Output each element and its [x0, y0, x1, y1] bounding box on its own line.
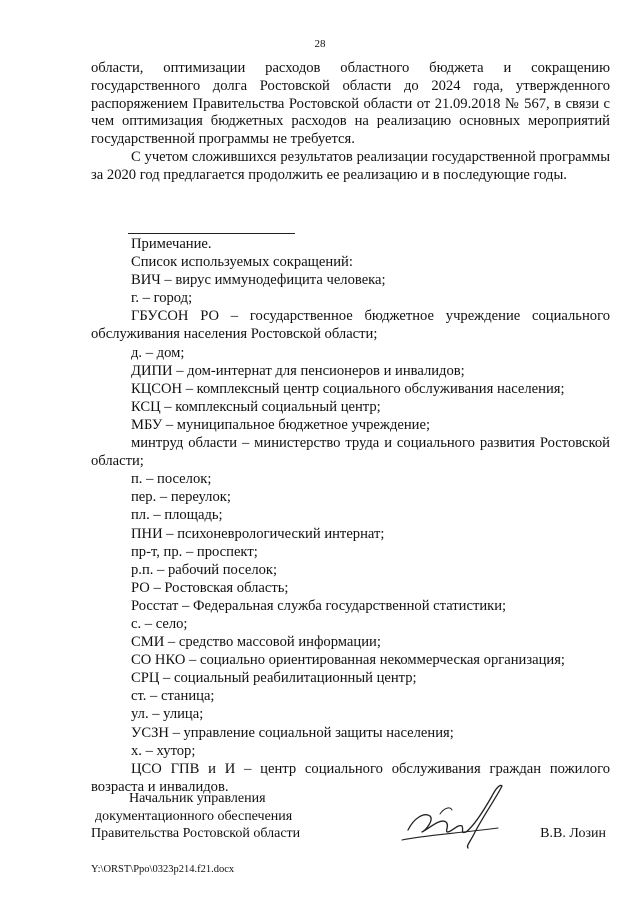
- abbreviations-title: Список используемых сокращений:: [131, 254, 353, 271]
- handwritten-signature: [400, 778, 510, 858]
- abbreviation-item: МБУ – муниципальное бюджетное учреждение;: [131, 416, 431, 433]
- signatory-name: В.В. Лозин: [540, 826, 606, 841]
- footnote-separator: [128, 233, 295, 234]
- abbreviation-item: д. – дом;: [131, 344, 185, 361]
- abbreviation-item: минтруд области – министерство труда и социального развития Ростовской области;: [91, 435, 610, 470]
- note-heading: Примечание.: [131, 236, 212, 252]
- intro-text: [91, 60, 610, 185]
- file-path: Y:\ORST\Ppo\0323p214.f21.docx: [91, 864, 235, 875]
- abbreviation-item: РО – Ростовская область;: [131, 579, 289, 596]
- abbreviation-item: р.п. – рабочий поселок;: [131, 561, 278, 578]
- abbreviation-item: ГБУСОН РО – государственное бюджетное учреждение социального обслуживания населения Ростовской области;: [91, 308, 610, 343]
- abbreviation-item: пр-т, пр. – проспект;: [131, 543, 258, 560]
- abbreviation-item: с. – село;: [131, 615, 188, 632]
- intro-paragraph-1: области, оптимизации расходов областного бюджета и сокращению государственного долга Ростовской области до 2024 года, утвержденного распоряжением Правительства Ростовской области от 21.09.2018 № 567, в связи с чем оптимизация бюджетных расходов на реализацию основных мероприятий государственной программы не требуется.: [91, 60, 610, 148]
- abbreviation-item: ул. – улица;: [131, 706, 204, 723]
- abbreviations-note: [91, 235, 610, 796]
- abbreviation-item: СРЦ – социальный реабилитационный центр;: [131, 670, 417, 687]
- signatory-title-line-1: Начальник управления: [129, 791, 266, 806]
- abbreviation-item: КЦСОН – комплексный центр социального обслуживания населения;: [131, 380, 565, 397]
- abbreviation-item: СМИ – средство массовой информации;: [131, 634, 381, 651]
- abbreviation-item: г. – город;: [131, 290, 193, 307]
- abbreviation-item: КСЦ – комплексный социальный центр;: [131, 398, 381, 415]
- abbreviation-item: УСЗН – управление социальной защиты населения;: [131, 724, 454, 741]
- signatory-title-line-3: Правительства Ростовской области: [91, 826, 301, 841]
- abbreviation-item: п. – поселок;: [131, 471, 212, 488]
- abbreviation-item: ст. – станица;: [131, 688, 215, 705]
- abbreviation-item: х. – хутор;: [131, 742, 196, 759]
- page-number: 28: [314, 38, 326, 50]
- abbreviation-item: ДИПИ – дом-интернат для пенсионеров и инвалидов;: [131, 362, 465, 379]
- abbreviation-item: пер. – переулок;: [131, 489, 231, 506]
- abbreviation-item: ЦСО ГПВ и И – центр социального обслуживания граждан пожилого возраста и инвалидов.: [91, 760, 610, 795]
- abbreviation-item: ПНИ – психоневрологический интернат;: [131, 525, 385, 542]
- abbreviation-item: Росстат – Федеральная служба государственной статистики;: [131, 597, 507, 614]
- signatory-title-line-2: документационного обеспечения: [95, 808, 293, 824]
- abbreviation-item: ВИЧ – вирус иммунодефицита человека;: [131, 272, 386, 289]
- abbreviation-item: СО НКО – социально ориентированная некоммерческая организация;: [131, 652, 565, 669]
- abbreviation-item: пл. – площадь;: [131, 507, 223, 524]
- intro-paragraph-2: С учетом сложившихся результатов реализации государственной программы за 2020 год предлагается продолжить ее реализацию и в последующие годы.: [91, 148, 610, 183]
